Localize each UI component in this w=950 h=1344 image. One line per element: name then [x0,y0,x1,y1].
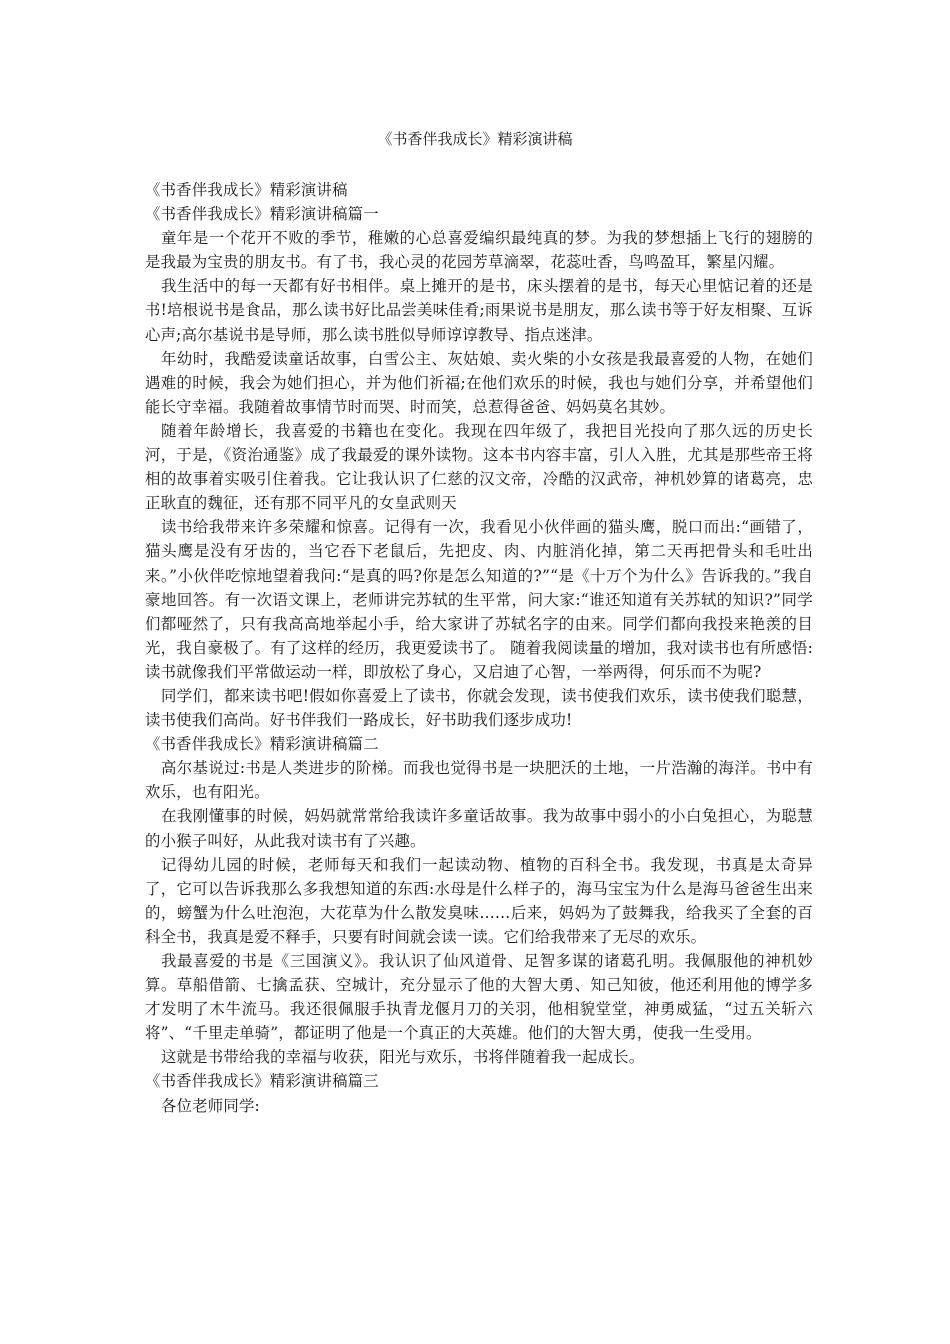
paragraph: 童年是一个花开不败的季节，稚嫩的心总喜爱编织最纯真的梦。为我的梦想插上飞行的翅膀的是我最为宝贵的朋友书。有了书，我心灵的花园芳草滴翠，花蕊吐香，鸟鸣盈耳，繁星闪耀。 [145,229,813,272]
document-body [145,178,813,1118]
paragraph: 高尔基说过:书是人类进步的阶梯。而我也觉得书是一块肥沃的土地，一片浩瀚的海洋。书中有欢乐，也有阳光。 [145,759,813,802]
paragraph: 我最喜爱的书是《三国演义》。我认识了仙风道骨、足智多谋的诸葛孔明。我佩服他的神机妙算。草船借箭、七擒孟获、空城计，充分显示了他的大智大勇、知己知彼，他还利用他的博学多才发明了木牛流马。我还很佩服手执青龙偃月刀的关羽，他相貌堂堂，神勇威猛，“过五关斩六将”、“千里走单骑”，都证明了他是一个真正的大英雄。他们的大智大勇，使我一生受用。 [145,952,813,1043]
paragraph: 随着年龄增长，我喜爱的书籍也在变化。我现在四年级了，我把目光投向了那久远的历史长河，于是，《资治通鉴》成了我最爱的课外读物。这本书内容丰富，引人入胜，尤其是那些帝王将相的故事着实吸引住着我。它让我认识了仁慈的汉文帝，冷酷的汉武帝，神机妙算的诸葛亮，忠正耿直的魏征，还有那不同平凡的女皇武则天 [145,421,813,513]
paragraph: 同学们，都来读书吧!假如你喜爱上了读书，你就会发现，读书使我们欢乐，读书使我们聪慧，读书使我们高尚。好书伴我们一路成长，好书助我们逐步成功! [145,686,813,730]
paragraph: 这就是书带给我的幸福与收获，阳光与欢乐，书将伴随着我一起成长。 [161,1048,645,1067]
section-heading: 《书香伴我成长》精彩演讲稿篇三 [145,1072,379,1091]
document-title: 《书香伴我成长》精彩演讲稿 [377,130,573,148]
paragraph: 读书给我带来许多荣耀和惊喜。记得有一次，我看见小伙伴画的猫头鹰，脱口而出:“画错了，猫头鹰是没有牙齿的，当它吞下老鼠后，先把皮、肉、内脏消化掉，第二天再把骨头和毛吐出来。”小伙伴吃惊地望着我问:“是真的吗?你是怎么知道的?”“是《十万个为什么》告诉我的。”我自豪地回答。有一次语文课上，老师讲完苏轼的生平常，问大家:“谁还知道有关苏轼的知识?”同学们都哑然了，只有我高高地举起小手，给大家讲了苏轼名字的由来。同学们都向我投来艳羡的目光，我自豪极了。有了这样的经历，我更爱读书了。 随着我阅读量的增加，我对读书也有所感悟:读书就像我们平常做运动一样，即放松了身心，又启迪了心智，一举两得，何乐而不为呢? [145,518,813,681]
paragraph: 记得幼儿园的时候，老师每天和我们一起读动物、植物的百科全书。我发现，书真是太奇异了，它可以告诉我那么多我想知道的东西:水母是什么样子的，海马宝宝为什么是海马爸爸生出来的，螃蟹为什么吐泡泡，大花草为什么散发臭味……后来，妈妈为了鼓舞我，给我买了全套的百科全书，我真是爱不释手，只要有时间就会读一读。它们给我带来了无尽的欢乐。 [145,855,813,946]
paragraph: 各位老师同学: [161,1096,260,1115]
section-heading: 《书香伴我成长》精彩演讲稿 [145,181,348,199]
paragraph: 在我刚懂事的时候，妈妈就常常给我读许多童话故事。我为故事中弱小的小白兔担心，为聪慧的小猴子叫好，从此我对读书有了兴趣。 [145,807,813,850]
section-heading: 《书香伴我成长》精彩演讲稿篇二 [145,735,379,754]
paragraph: 年幼时，我酷爱读童话故事，白雪公主、灰姑娘、卖火柴的小女孩是我最喜爱的人物，在她们遇难的时候，我会为她们担心，并为他们祈福;在他们欢乐的时候，我也与她们分享，并希望他们能长守幸福。我随着故事情节时而哭、时而笑，总惹得爸爸、妈妈莫名其妙。 [145,349,813,416]
paragraph: 我生活中的每一天都有好书相伴。桌上摊开的是书，床头摆着的是书，每天心里惦记着的还是书!培根说书是食品，那么读书好比品尝美味佳肴;雨果说书是朋友，那么读书等于好友相聚、互诉心声;高尔基说书是导师，那么读书胜似导师谆谆教导、指点迷津。 [145,277,813,344]
section-heading: 《书香伴我成长》精彩演讲稿篇一 [145,205,379,224]
